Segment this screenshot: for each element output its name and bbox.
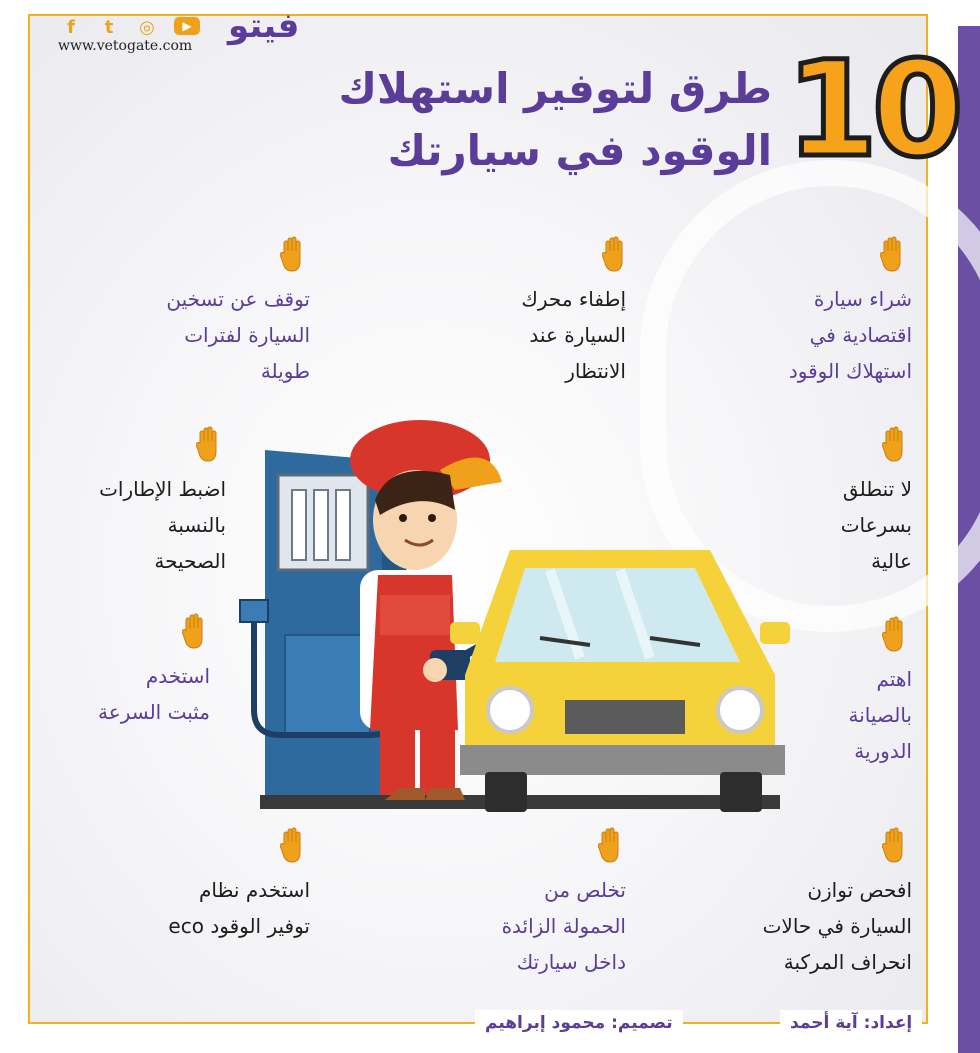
site-url[interactable]: www.vetogate.com	[58, 38, 193, 54]
prepared-by-credit: إعداد: آية أحمد	[780, 1010, 922, 1036]
tip-1	[700, 235, 912, 389]
hand-icon	[602, 235, 626, 273]
hand-icon	[280, 826, 304, 864]
title-number: 10	[786, 33, 958, 187]
hand-icon	[882, 615, 906, 653]
hand-icon	[280, 235, 304, 273]
tip-text: شراء سيارة اقتصادية في استهلاك الوقود	[788, 287, 912, 383]
tip-text: اضبط الإطارات بالنسبة الصحيحة	[99, 477, 226, 573]
tip-text: افحص توازن السيارة في حالات انحراف المركبة	[762, 878, 912, 974]
tip-6	[790, 615, 912, 769]
tip-4	[780, 425, 912, 579]
tip-text: استخدم نظام توفير الوقود eco	[168, 878, 310, 938]
tip-10	[100, 826, 310, 944]
vetogate-logo: فيتو	[228, 6, 300, 46]
hand-icon	[882, 826, 906, 864]
tip-8	[700, 826, 912, 980]
twitter-icon[interactable]: t	[104, 17, 114, 38]
tip-text: توقف عن تسخين السيارة لفترات طويلة	[166, 287, 310, 383]
youtube-icon[interactable]: ▶	[174, 17, 200, 35]
page-title	[252, 58, 772, 182]
social-icons	[60, 17, 200, 38]
yellow-car	[450, 550, 790, 812]
facebook-icon[interactable]: f	[67, 17, 75, 38]
hand-icon	[182, 612, 206, 650]
hand-icon	[598, 826, 622, 864]
hand-icon	[880, 235, 904, 273]
tip-text: لا تنطلق بسرعات عالية	[840, 477, 912, 573]
hand-icon	[882, 425, 906, 463]
fuel-station-illustration	[220, 400, 820, 820]
tip-3	[100, 235, 310, 389]
designed-by-credit: تصميم: محمود إبراهيم	[475, 1010, 683, 1036]
tip-5	[60, 425, 226, 579]
instagram-icon[interactable]: ◎	[139, 17, 155, 38]
tip-text: تخلص من الحمولة الزائدة داخل سيارتك	[501, 878, 626, 974]
title-line-1: طرق لتوفير استهلاك	[338, 64, 772, 113]
tip-2	[440, 235, 626, 389]
title-line-2: الوقود في سيارتك	[387, 126, 772, 175]
tip-text: اهتم بالصيانة الدورية	[848, 667, 912, 763]
tip-text: استخدم مثبت السرعة	[98, 664, 210, 724]
tip-text: إطفاء محرك السيارة عند الانتظار	[521, 287, 626, 383]
hand-icon	[196, 425, 220, 463]
tip-7	[50, 612, 210, 730]
tip-9	[440, 826, 626, 980]
